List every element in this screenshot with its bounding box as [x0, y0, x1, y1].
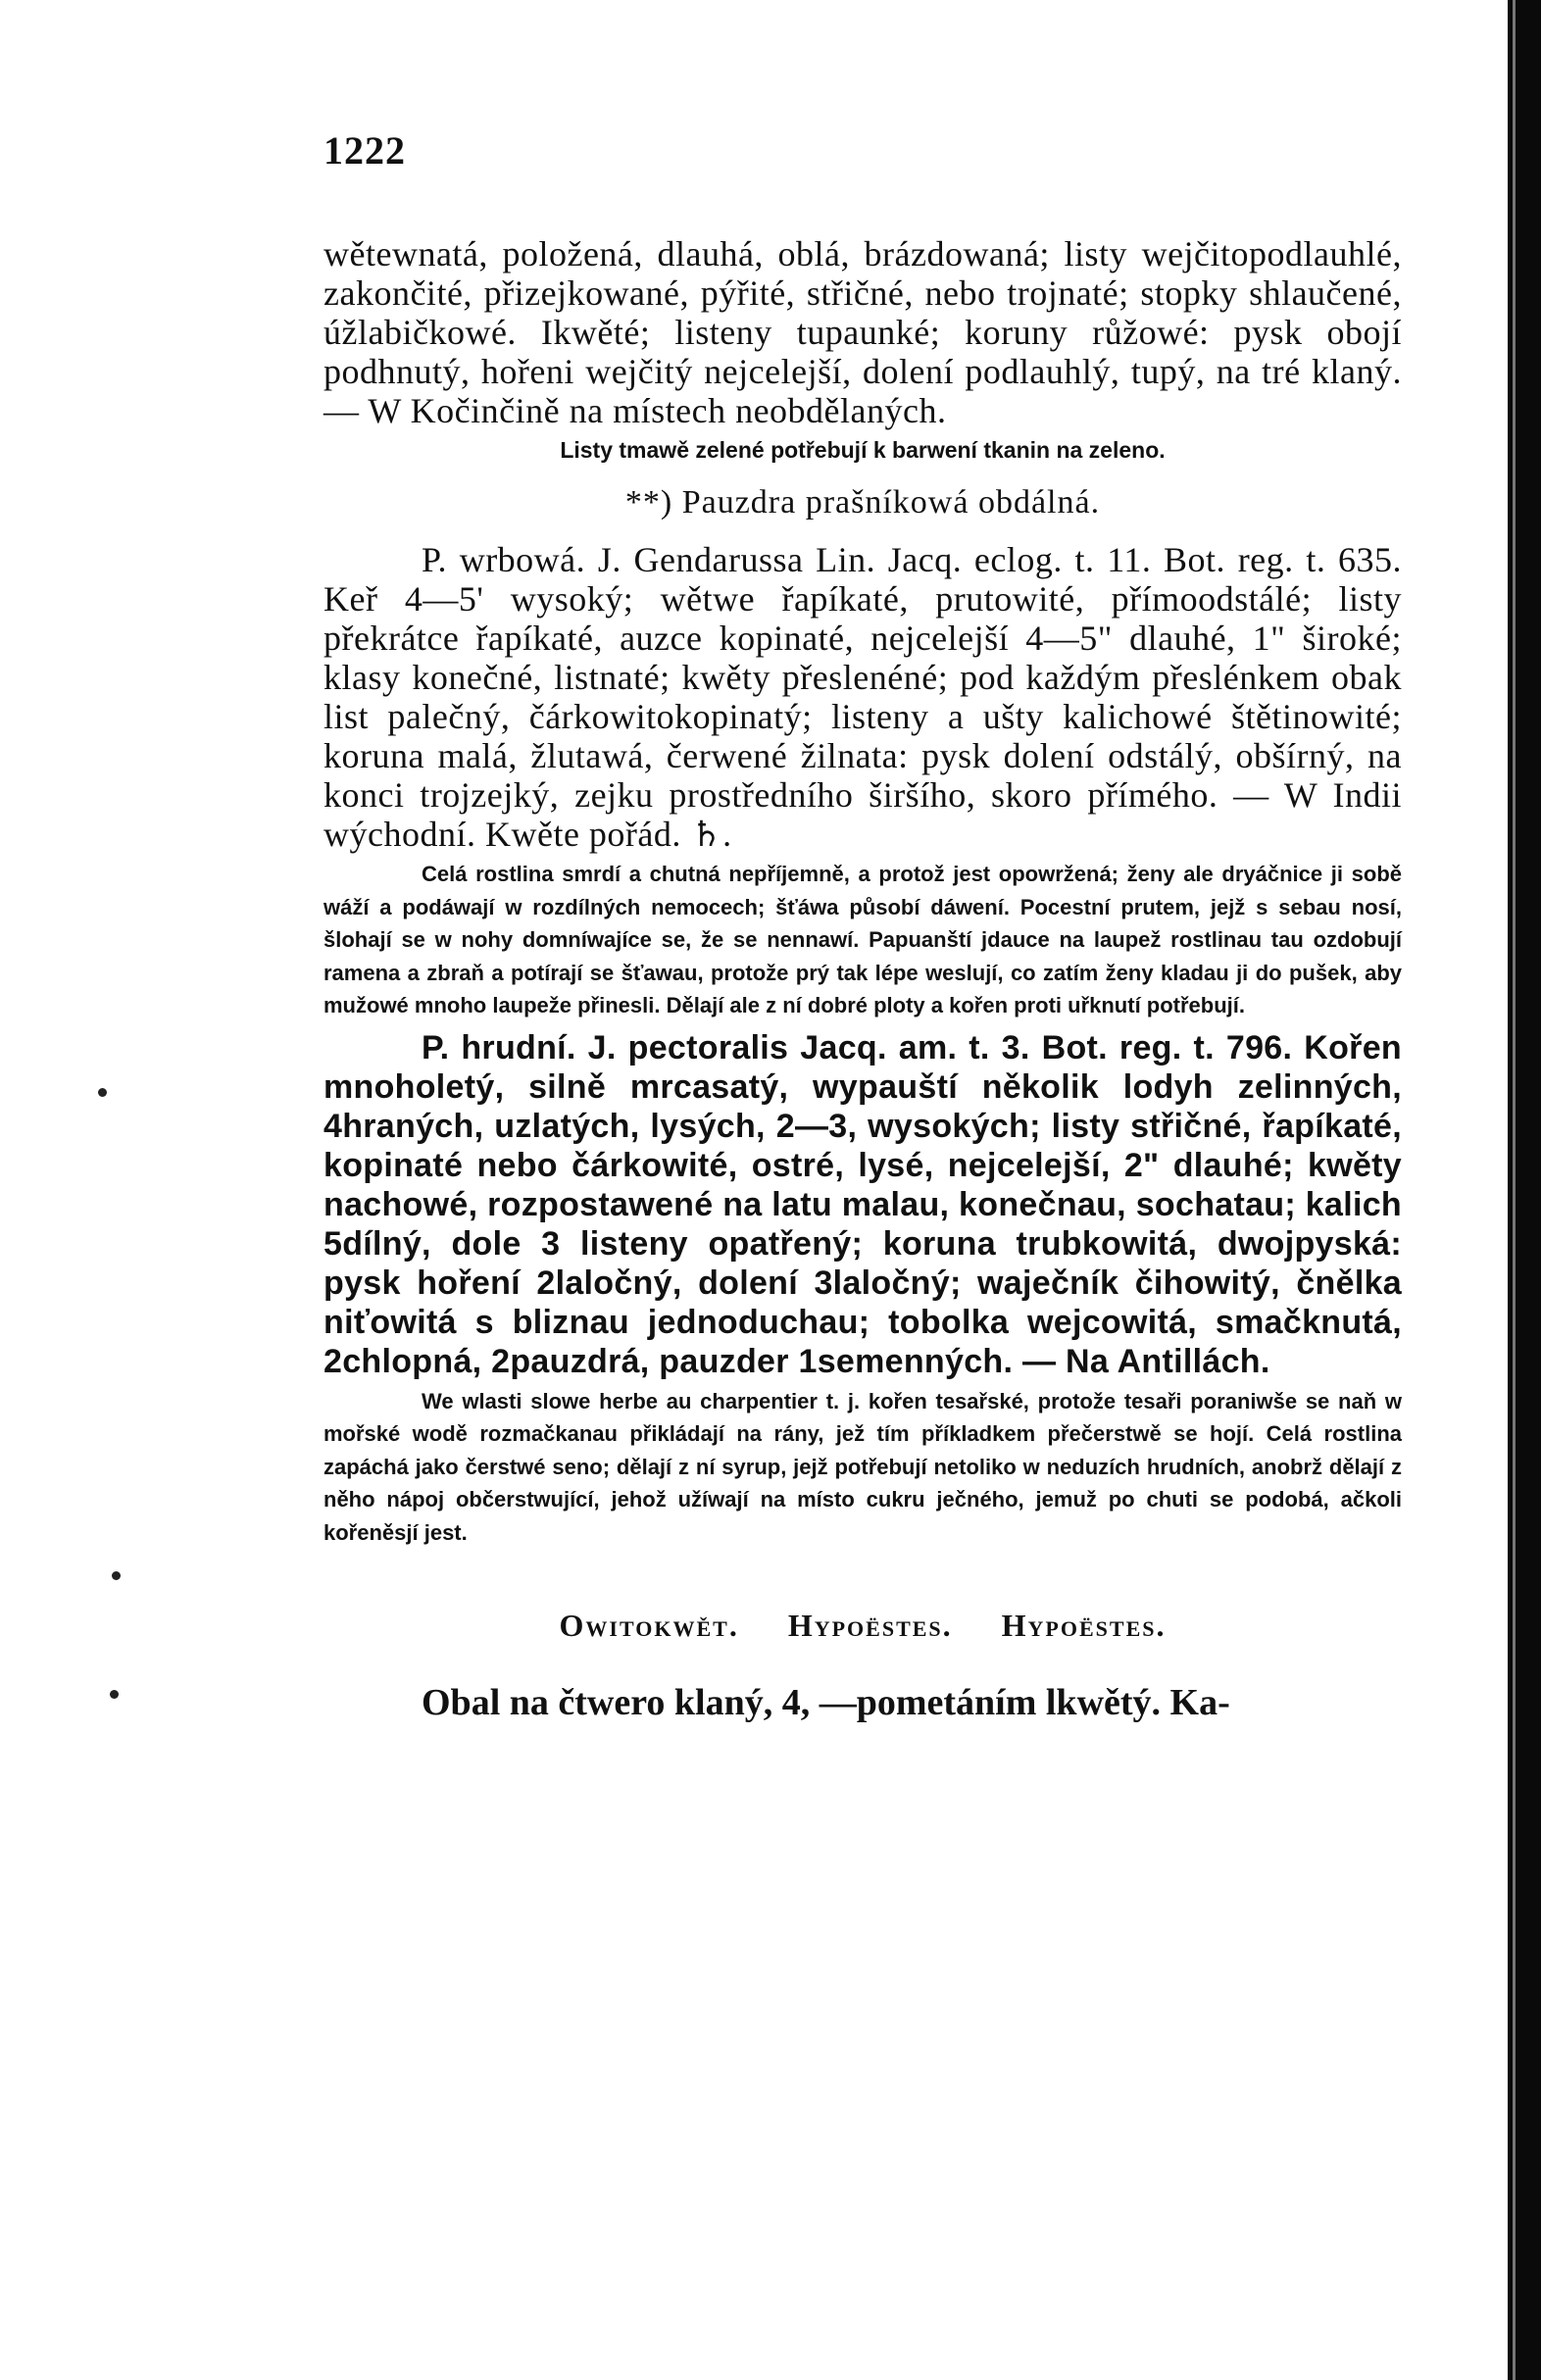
footnote-1: Listy tmawě zelené potřebují k barwení tkanin na zeleno.: [560, 437, 1166, 463]
page-content: [323, 127, 1402, 1724]
footnote-3: We wlasti slowe herbe au charpentier t. j. kořen tesařské, protože tesaři poraniwše se naň w mořské wodě rozmačkanau přikládají na rány, jež tím příkladkem přečerstwě se hojí. Celá rostlina zapáchá jako čerstwé seno; dělají z ní syrup, jejž potřebují netoliko w neduzích hrudních, anobrž dělají z něho nápoj občerstwující, jehož užíwají na místo cukru ječného, jemuž po chuti se podobá, ačkoli kořeněsjí jest.: [323, 1388, 1402, 1545]
paragraph-3: P. hrudní. J. pectoralis Jacq. am. t. 3. Bot. reg. t. 796. Kořen mnoholetý, silně mrcasatý, wypauští několik lodyh zelinných, 4hraných, uzlatých, lysých, 2—3, wysokých; listy střičné, řapíkaté, kopinaté nebo čárkowité, ostré, lysé, nejcelejší, 2" dlauhé; kwěty nachowé, rozpostawené na latu malau, konečnau, sochatau; kalich 5dílný, dole 3 listeny opatřený; koruna trubkowitá, dwojpyská: pysk hoření 2laločný, dolení 3laločný; waječník čihowitý, čnělka niťowitá s bliznau jednoduchau; tobolka wejcowitá, smačknutá, 2chlopná, 2pauzdrá, pauzder 1semenných. — Na Antillách.: [323, 1028, 1402, 1380]
page-edge-inner-line: [1513, 0, 1516, 2380]
page-number: 1222: [323, 128, 406, 173]
margin-dot: [112, 1571, 121, 1580]
subheading: **) Pauzdra prašníkowá obdálná.: [624, 484, 1101, 521]
paragraph-2: P. wrbowá. J. Gendarussa Lin. Jacq. eclog. t. 11. Bot. reg. t. 635. Keř 4—5' wysoký; wětwe řapíkaté, prutowité, přímoodstálé; listy překrátce řapíkaté, auzce kopinaté, nejcelejší 4—5" dlauhé, 1" široké; klasy konečné, listnaté; kwěty přeslenéné; pod každým přeslénkem obak list palečný, čárkowitokopinatý; listeny a ušty kalichowé štětinowité; koruna malá, žlutawá, čerwené žilnata: pysk dolení odstálý, obšírný, na konci trojzejký, zejku prostředního širšího, skoro přímého. — W Indii wýchodní. Kwěte pořád. ♄.: [323, 540, 1402, 854]
page-edge-border: [1508, 0, 1541, 2380]
genus-heading: [323, 1608, 1402, 1644]
footnote-2: Celá rostlina smrdí a chutná nepříjemně, a protož jest opowržená; ženy ale dryáčnice ji sobě wáží a podáwají w rozdílných nemocech; šťáwa působí dáwení. Pocestní prutem, jejž s sebau nosí, šlohají se w nohy domníwajíce se, že se nennawí. Papuanští jdauce na laupež rostlinau tau ozdobují ramena a zbraň a potírají se šťawau, protože prý tak lépe weslují, co zatím ženy kladau ji do pušek, aby mužowé mnoho laupeže přinesli. Dělají ale z ní dobré ploty a kořen proti uřknutí potřebují.: [323, 862, 1402, 1017]
margin-dot: [110, 1690, 119, 1699]
genus-heading-czech: Owitokwět.: [559, 1608, 739, 1643]
paragraph-1: wětewnatá, položená, dlauhá, oblá, brázdowaná; listy wejčitopodlauhlé, zakončité, přizejkowané, pýřité, střičné, nebo trojnaté; stopky shlaučené, úžlabičkowé. Ikwěté; listeny tupaunké; koruny růžowé: pysk obojí podhnutý, hořeni wejčitý nejcelejší, dolení podlauhlý, tupý, na tré klaný. — W Kočinčině na místech neobdělaných.: [323, 234, 1402, 430]
genus-heading-latin-1: Hypoëstes.: [787, 1608, 953, 1643]
margin-dot: [98, 1088, 107, 1097]
genus-heading-latin-2: Hypoëstes.: [1001, 1608, 1167, 1643]
genus-description-start: Obal na čtwero klaný, 4, —pometáním lkwětý. Ka-: [422, 1682, 1230, 1723]
